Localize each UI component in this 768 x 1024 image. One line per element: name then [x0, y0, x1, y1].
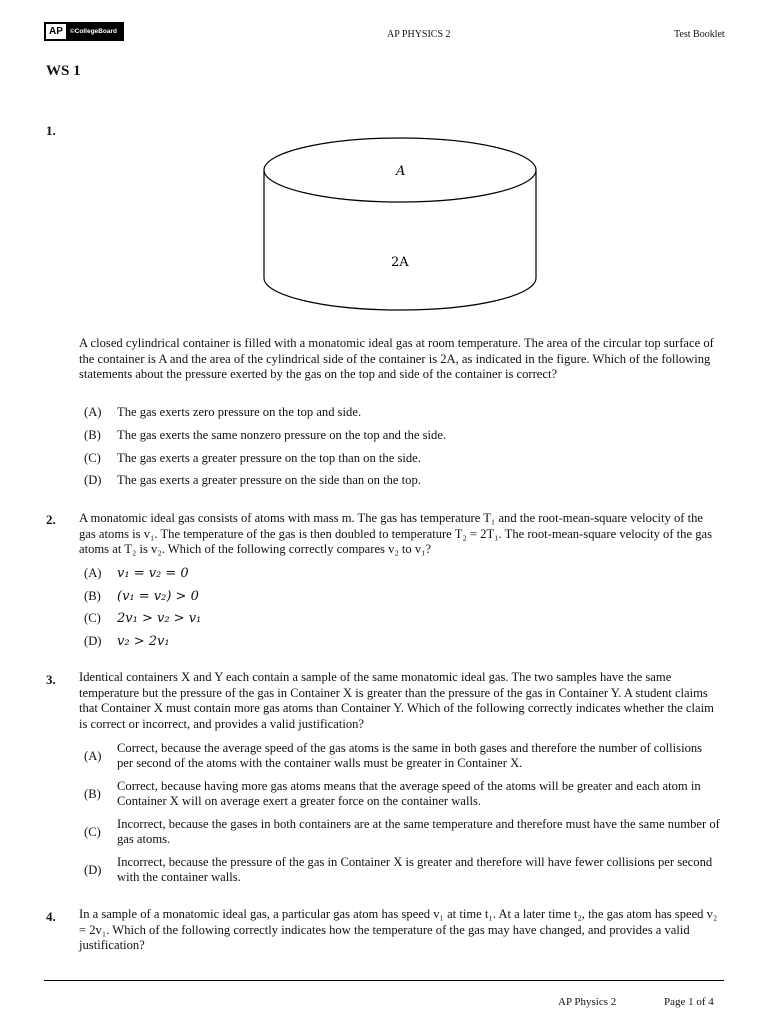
option-label: (A) [84, 405, 102, 419]
option-text: Incorrect, because the gases in both containers are at the same temperature and therefore must have the same number of gas atoms. [117, 817, 720, 847]
question-3-option-c[interactable] [84, 817, 721, 848]
question-3-option-a[interactable] [84, 741, 721, 772]
question-2-number: 2. [46, 512, 56, 527]
option-label: (B) [84, 786, 101, 801]
question-1-option-b[interactable] [84, 428, 717, 444]
figure-side-label: 2A [391, 255, 409, 270]
question-1-number: 1. [46, 123, 56, 138]
question-2-option-b[interactable] [84, 589, 717, 605]
option-label: (A) [84, 748, 102, 763]
option-label: (C) [84, 451, 101, 465]
question-2-option-a[interactable] [84, 566, 717, 582]
figure-top-label: A [396, 164, 406, 179]
option-label: (D) [84, 862, 102, 877]
question-1-option-c[interactable] [84, 451, 717, 467]
option-label: (D) [84, 473, 102, 487]
option-text: The gas exerts the same nonzero pressure on the top and the side. [117, 428, 447, 442]
cylinder-figure [258, 132, 550, 318]
option-text: The gas exerts a greater pressure on the side than on the top. [117, 473, 421, 487]
worksheet-title: WS 1 [46, 63, 81, 79]
question-1-stem: A closed cylindrical container is filled with a monatomic ideal gas at room temperature. The area of the circular top surface of the container is A and the area of the cylindrical side of the container is 2A, as indicated in the figure. Which of the following statements about the pressure exerted by the gas on the top and side of the container is correct? [79, 336, 714, 382]
option-text: 2v₁ > v₂ > v₁ [117, 611, 202, 626]
option-label: (C) [84, 824, 101, 839]
option-label: (B) [84, 428, 101, 442]
cylinder-bottom-arc [264, 278, 536, 310]
question-3-option-b[interactable] [84, 779, 721, 810]
option-label: (B) [84, 589, 101, 603]
header-booklet: Test Booklet [674, 29, 725, 40]
question-4-stem: In a sample of a monatomic ideal gas, a particular gas atom has speed v₁ at time t₁. At a later time t₂, the gas atom has speed v₂ = 2v₁. Which of the following correctly indicates how the temperature of the gas may have changed, and provides a valid justification? [79, 907, 718, 953]
question-2-stem: A monatomic ideal gas consists of atoms with mass m. The gas has temperature T₁ and the root-mean-square velocity of the gas atoms is v₁. The temperature of the gas is then doubled to temperature T₂ = 2T₁. The root-mean-square velocity of the gas atoms at T₂ is v₂. Which of the following correctly compares v₂ to v₁? [79, 511, 712, 557]
footer-divider [44, 980, 724, 981]
option-text: Correct, because the average speed of the gas atoms is the same in both gases and therefore the number of collisions per second of the atoms with the container walls must be greater in Container X. [117, 741, 703, 771]
header-subject: AP PHYSICS 2 [387, 29, 451, 40]
footer-page-number: Page 1 of 4 [664, 996, 714, 1008]
question-3-option-d[interactable] [84, 855, 721, 886]
question-3-number: 3. [46, 672, 56, 687]
option-text: The gas exerts a greater pressure on the top than on the side. [117, 451, 421, 465]
option-label: (A) [84, 566, 102, 580]
logo-collegeboard-text: ©CollegeBoard [69, 28, 117, 35]
option-label: (C) [84, 611, 101, 625]
question-3-stem: Identical containers X and Y each contain a sample of the same monatomic ideal gas. The two samples have the same temperature but the pressure of the gas in Container X is greater than the pressure of the gas in Container Y. A student claims that Container X must contain more gas atoms than Container Y. Which of the following correctly indicates whether the claim is correct or incorrect, and provides a valid justification? [79, 670, 714, 731]
ap-collegeboard-logo [44, 22, 124, 41]
footer-subject: AP Physics 2 [558, 996, 617, 1008]
question-2-option-c[interactable] [84, 611, 717, 627]
question-1-option-a[interactable] [84, 405, 717, 421]
option-text: v₂ > 2v₁ [117, 634, 170, 649]
question-4-number: 4. [46, 909, 56, 924]
option-text: Incorrect, because the pressure of the gas in Container X is greater and therefore will have fewer collisions per second with the container walls. [117, 855, 713, 885]
option-text: Correct, because having more gas atoms means that the average speed of the atoms will be greater and each atom in Container X will on average exert a greater force on the container walls. [117, 779, 701, 809]
option-text: v₁ = v₂ = 0 [117, 566, 189, 581]
option-label: (D) [84, 634, 102, 648]
question-1-option-d[interactable] [84, 473, 717, 489]
option-text: The gas exerts zero pressure on the top and side. [117, 405, 362, 419]
option-text: (v₁ = v₂) > 0 [117, 589, 199, 604]
logo-ap-text: AP [46, 24, 66, 39]
question-2-option-d[interactable] [84, 634, 717, 650]
